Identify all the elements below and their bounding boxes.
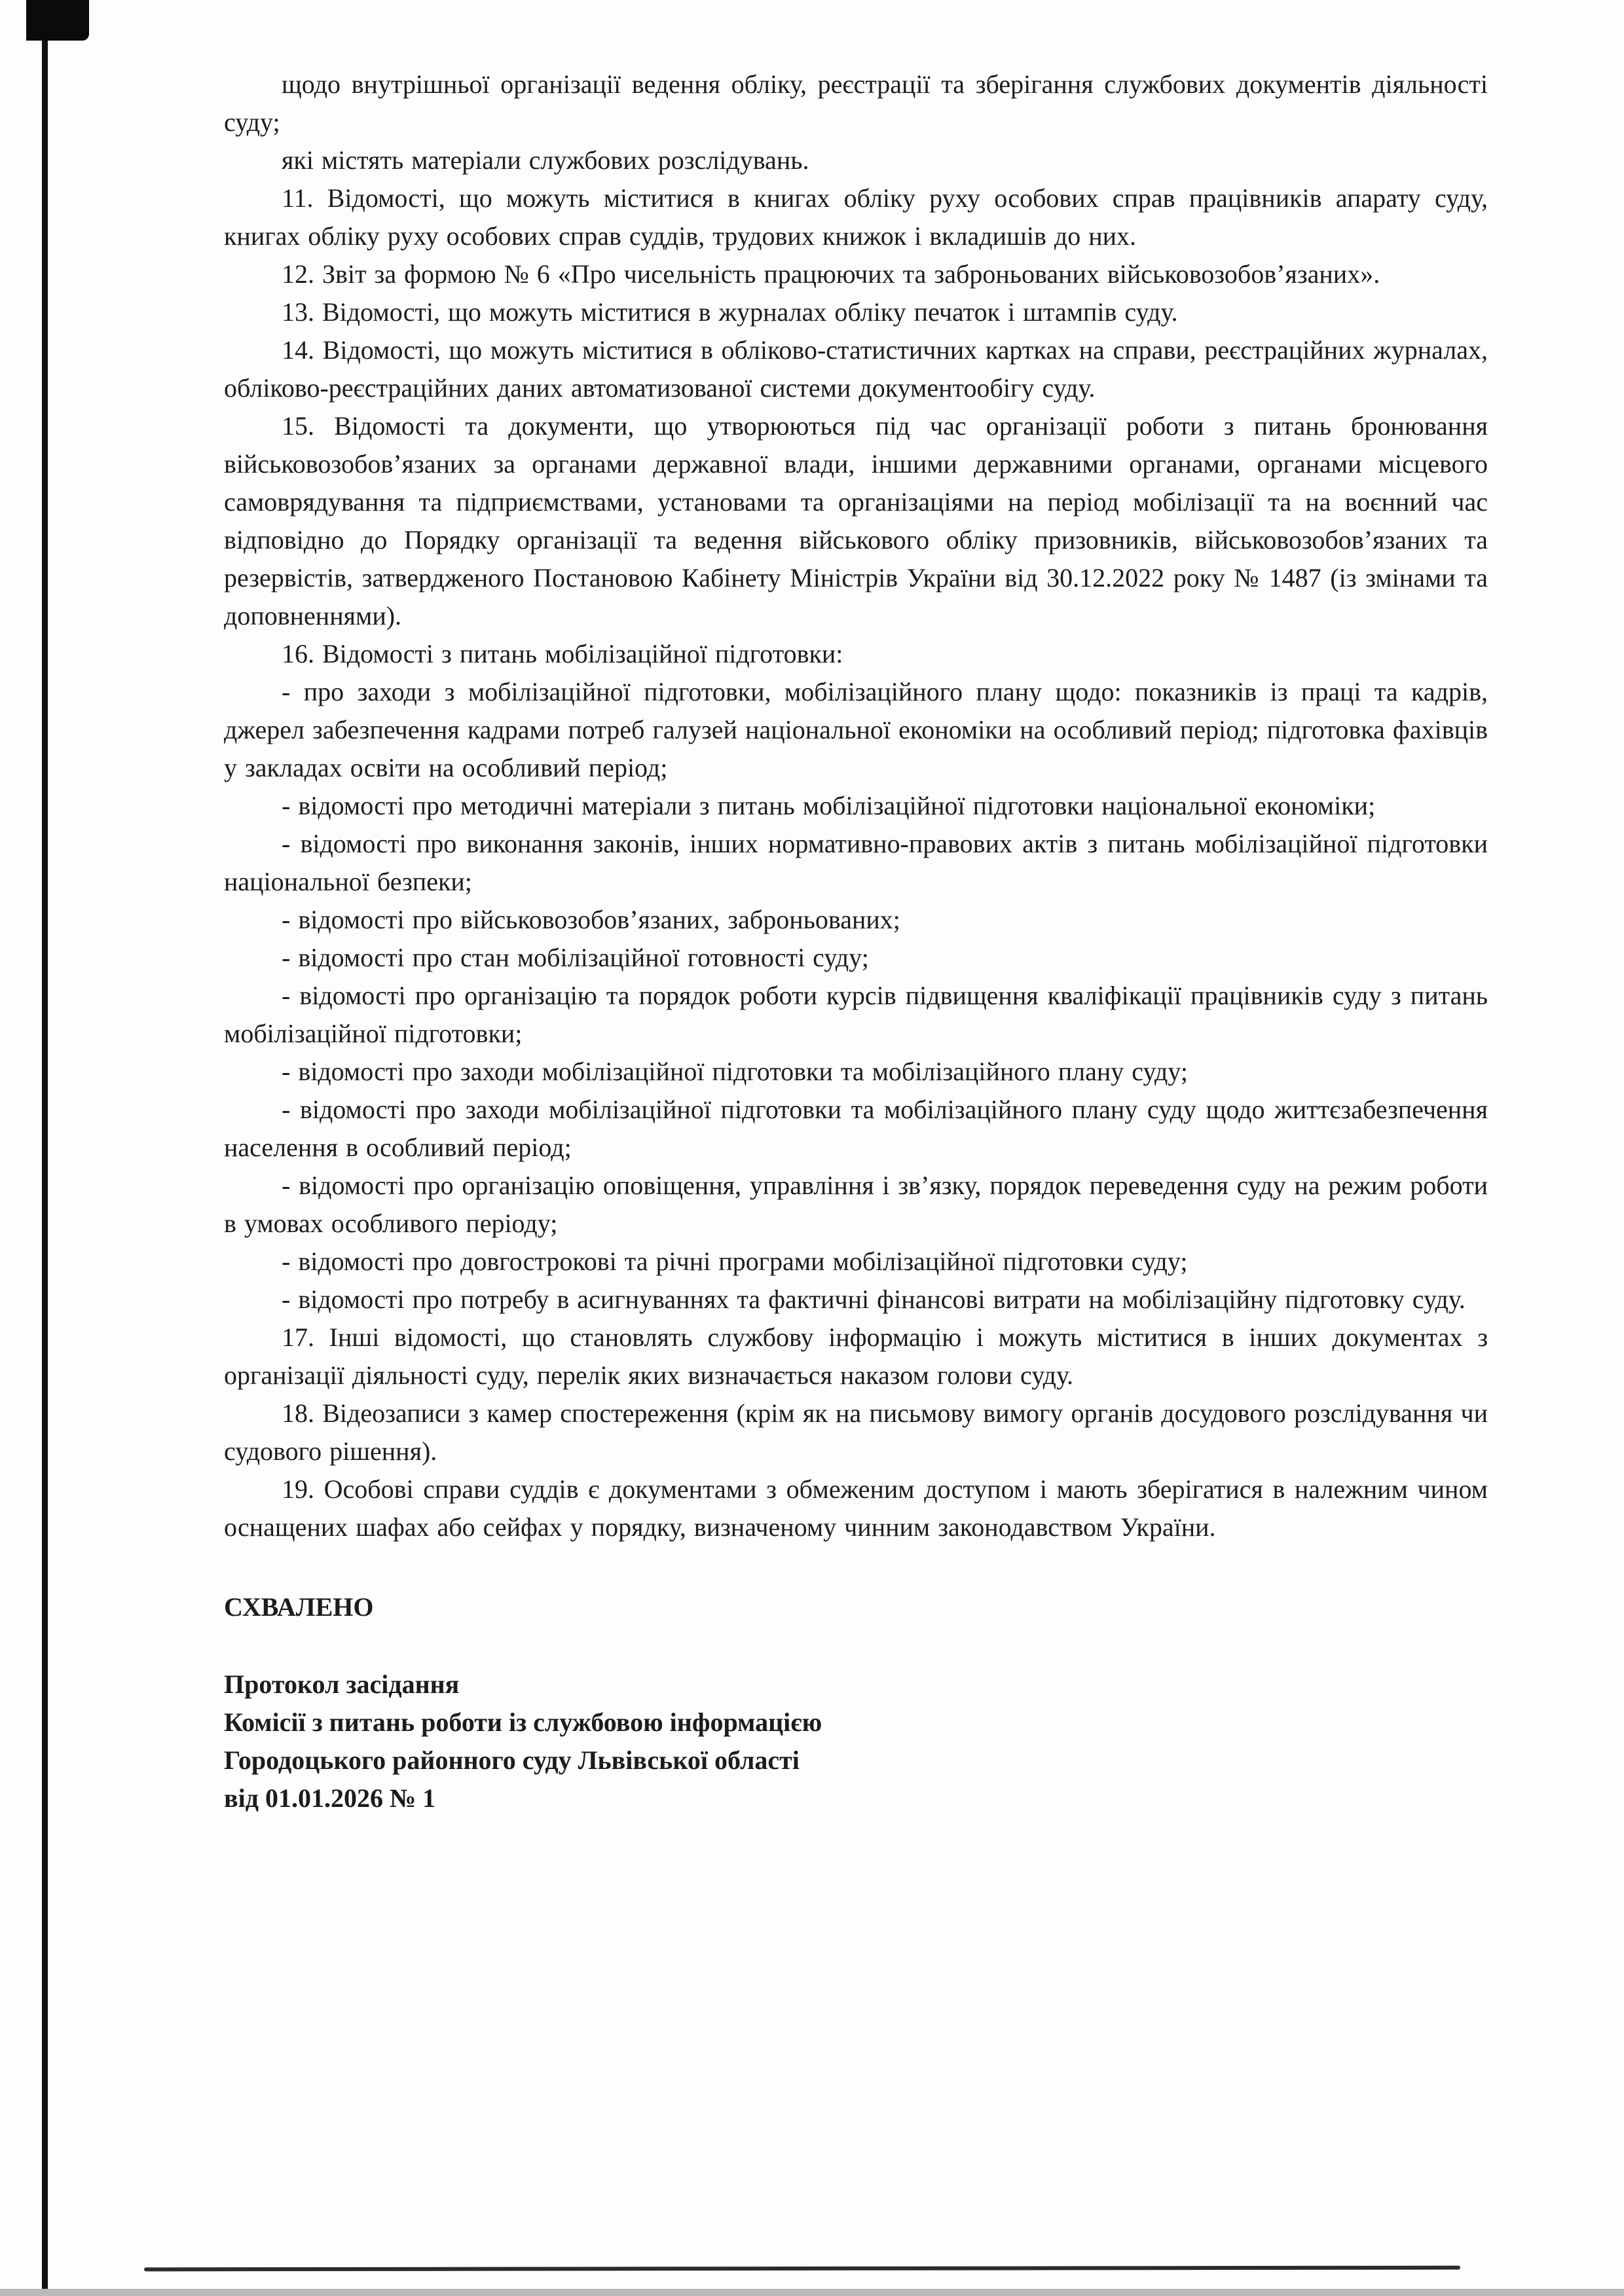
scan-bottom-edge	[0, 2289, 1624, 2296]
paragraph: 18. Відеозаписи з камер спостереження (крім як на письмову вимогу органів досудового розслідування чи судового рішення).	[224, 1398, 1488, 1466]
approval-block	[224, 1666, 1488, 1817]
paragraph: 15. Відомості та документи, що утворюються під час організації роботи з питань бронювання військовозобов’язаних за органами державної влади, іншими державними органами, органами місцевого самоврядування та підприємствами, установами та організаціями на період мобілізації та на воєнний час відповідно до Порядку організації та ведення військового обліку призовників, військовозобов’язаних та резервістів, затвердженого Постановою Кабінету Міністрів України від 30.12.2022 року № 1487 (із змінами та доповненнями).	[224, 411, 1488, 630]
approval-line: Комісії з питань роботи із службовою інформацією	[224, 1707, 822, 1737]
paragraph: 14. Відомості, що можуть міститися в обліково-статистичних картках на справи, реєстраційних журналах, обліково-реєстраційних даних автоматизованої системи документообігу суду.	[224, 335, 1488, 403]
scan-edge-line-left	[42, 0, 48, 2296]
paragraph: - відомості про військовозобов’язаних, заброньованих;	[282, 905, 900, 934]
approval-line: Протокол засідання	[224, 1669, 460, 1699]
approval-line: від 01.01.2026 № 1	[224, 1783, 436, 1813]
scan-corner-mark	[26, 0, 89, 41]
paragraph: - відомості про методичні матеріали з питань мобілізаційної підготовки національної економіки;	[282, 791, 1376, 820]
approval-heading: СХВАЛЕНО	[224, 1592, 374, 1622]
paragraph: 16. Відомості з питань мобілізаційної підготовки:	[282, 639, 843, 668]
paragraph: - відомості про заходи мобілізаційної підготовки та мобілізаційного плану суду;	[282, 1057, 1188, 1086]
document-body	[224, 65, 1488, 1817]
paragraph: 12. Звіт за формою № 6 «Про чисельність працюючих та заброньованих військовозобов’язаних».	[282, 259, 1380, 289]
paragraph: 11. Відомості, що можуть міститися в книгах обліку руху особових справ працівників апарату суду, книгах обліку руху особових справ суддів, трудових книжок і вкладишів до них.	[224, 183, 1488, 251]
paragraph: - відомості про організацію та порядок роботи курсів підвищення кваліфікації працівників суду з питань мобілізаційної підготовки;	[224, 981, 1488, 1048]
paragraph-list	[224, 65, 1488, 1546]
paragraph: - відомості про потребу в асигнуваннях та фактичні фінансові витрати на мобілізаційну підготовку суду.	[282, 1285, 1466, 1314]
paragraph: щодо внутрішньої організації ведення обліку, реєстрації та зберігання службових документів діяльності суду;	[224, 69, 1488, 137]
paragraph: - відомості про стан мобілізаційної готовності суду;	[282, 943, 869, 972]
approval-line: Городоцького районного суду Львівської області	[224, 1745, 800, 1775]
paragraph: - про заходи з мобілізаційної підготовки, мобілізаційного плану щодо: показників із праці та кадрів, джерел забезпечення кадрами потреб галузей національної економіки на особливий період; підготовка фахівців у закладах освіти на особливий період;	[224, 677, 1488, 782]
paragraph: - відомості про заходи мобілізаційної підготовки та мобілізаційного плану суду щодо життєзабезпечення населення в особливий період;	[224, 1095, 1488, 1162]
paragraph: 17. Інші відомості, що становлять службову інформацію і можуть міститися в інших документах з організації діяльності суду, перелік яких визначається наказом голови суду.	[224, 1322, 1488, 1390]
scan-bottom-line	[144, 2266, 1460, 2272]
paragraph: які містять матеріали службових розслідувань.	[282, 145, 809, 175]
paragraph: - відомості про організацію оповіщення, управління і зв’язку, порядок переведення суду на режим роботи в умовах особливого періоду;	[224, 1171, 1488, 1238]
paragraph: - відомості про довгострокові та річні програми мобілізаційної підготовки суду;	[282, 1247, 1188, 1276]
paragraph: 13. Відомості, що можуть міститися в журналах обліку печаток і штампів суду.	[282, 297, 1178, 327]
paragraph: 19. Особові справи суддів є документами з обмеженим доступом і мають зберігатися в належним чином оснащених шафах або сейфах у порядку, визначеному чинним законодавством України.	[224, 1474, 1488, 1542]
paragraph: - відомості про виконання законів, інших нормативно-правових актів з питань мобілізаційної підготовки національної безпеки;	[224, 829, 1488, 896]
